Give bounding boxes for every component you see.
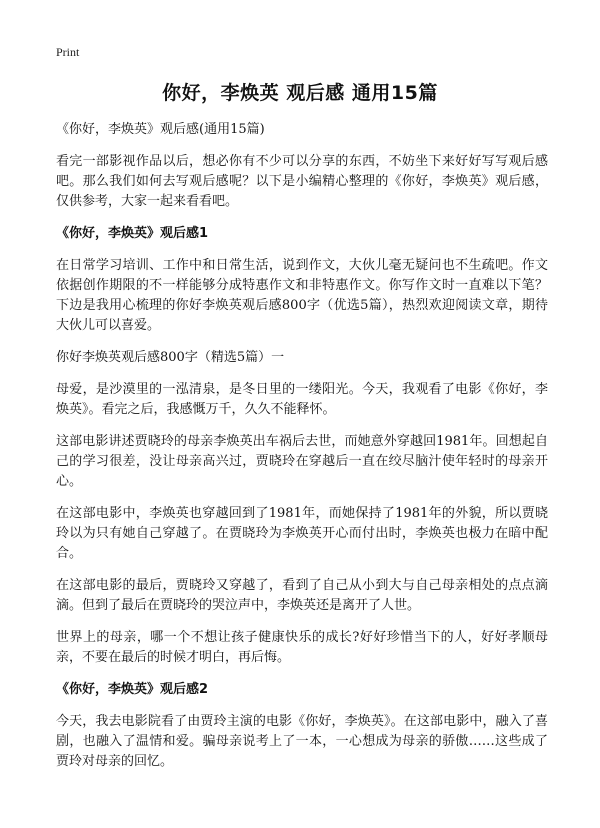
paragraph: 在这部电影中，李焕英也穿越回到了1981年，而她保持了1981年的外貌，所以贾晓玲以为只有她自己穿越了。在贾晓玲为李焕英开心而付出时，李焕英也极力在暗中配合。: [56, 506, 548, 561]
document-body: [56, 120, 548, 784]
paragraph: 这部电影讲述贾晓玲的母亲李焕英出车祸后去世，而她意外穿越回1981年。回想起自己的学习很差，没让母亲高兴过，贾晓玲在穿越后一直在绞尽脑汁使年轻时的母亲开心。: [56, 434, 548, 489]
section-heading-2: 《你好，李焕英》观后感2: [56, 682, 209, 697]
paragraph: 在日常学习培训、工作中和日常生活，说到作文，大伙儿毫无疑问也不生疏吧。作文依据创作期限的不一样能够分成特惠作文和非特惠作文。你写作文时一直难以下笔？下边是我用心梳理的你好李焕英观后感800字（优选5篇），热烈欢迎阅读文章，期待大伙儿可以喜爱。: [56, 258, 548, 333]
page-title: 你好，李焕英 观后感 通用15篇: [162, 82, 438, 104]
intro-paragraph: 看完一部影视作品以后，想必你有不少可以分享的东西，不妨坐下来好好写写观后感吧。那么我们如何去写观后感呢？以下是小编精心整理的《你好，李焕英》观后感，仅供参考，大家一起来看看吧。: [56, 154, 548, 209]
print-label[interactable]: Print: [56, 45, 80, 59]
document-subtitle: 《你好，李焕英》观后感(通用15篇): [56, 122, 265, 137]
section-heading-1: 《你好，李焕英》观后感1: [56, 226, 209, 241]
paragraph: 在这部电影的最后，贾晓玲又穿越了，看到了自己从小到大与自己母亲相处的点点滴滴。但到了最后在贾晓玲的哭泣声中，李焕英还是离开了人世。: [56, 578, 548, 613]
paragraph: 母爱，是沙漠里的一泓清泉，是冬日里的一缕阳光。今天，我观看了电影《你好，李焕英》。看完之后，我感慨万千，久久不能释怀。: [56, 382, 548, 417]
paragraph: 你好李焕英观后感800字（精选5篇）一: [56, 350, 285, 365]
paragraph: 今天，我去电影院看了由贾玲主演的电影《你好，李焕英》。在这部电影中，融入了喜剧，也融入了温情和爱。骗母亲说考上了一本，一心想成为母亲的骄傲……这些成了贾玲对母亲的回忆。: [56, 714, 548, 769]
paragraph: 世界上的母亲，哪一个不想让孩子健康快乐的成长?好好珍惜当下的人，好好孝顺母亲，不要在最后的时候才明白，再后悔。: [56, 630, 548, 665]
